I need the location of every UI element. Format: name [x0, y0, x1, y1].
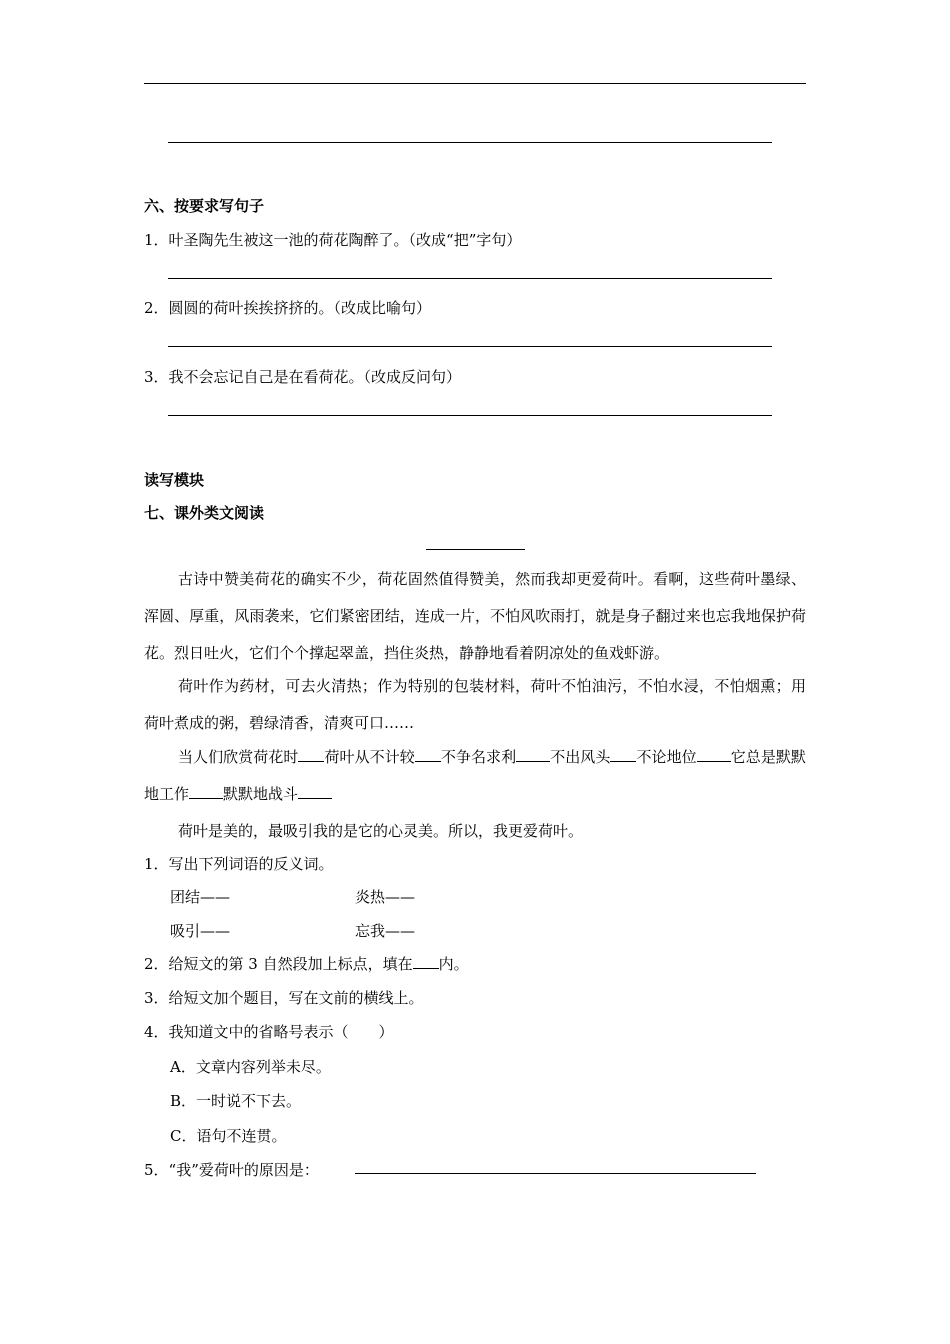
- question-2: [144, 953, 469, 974]
- punctuation-blank[interactable]: [189, 783, 223, 799]
- answer-line[interactable]: [168, 415, 772, 416]
- punctuation-blank[interactable]: [298, 746, 324, 762]
- option-c[interactable]: C．语句不连贯。: [170, 1127, 287, 1145]
- p3-part: 默默地战斗: [223, 785, 299, 803]
- punctuation-blank[interactable]: [516, 746, 550, 762]
- punctuation-blank[interactable]: [610, 746, 636, 762]
- punctuation-blank[interactable]: [298, 783, 332, 799]
- p3-part: 它总是默默地工作: [144, 748, 806, 803]
- top-rule: [144, 83, 806, 84]
- module-title: 读写模块: [144, 471, 205, 489]
- section6-heading: 六、按要求写句子: [144, 197, 265, 215]
- question-4: 4．我知道文中的省略号表示（ ）: [144, 1023, 394, 1041]
- question-2-text: 2．给短文的第 3 自然段加上标点，填在: [144, 955, 413, 973]
- question-5: 5．“我”爱荷叶的原因是：: [144, 1161, 319, 1179]
- answer-line[interactable]: [168, 142, 772, 143]
- passage-paragraph-2: 荷叶作为药材，可去火清热；作为特别的包装材料，荷叶不怕油污，不怕水浸，不怕烟熏；用荷叶煮成的粥，碧绿清香，清爽可口……: [144, 677, 806, 732]
- punctuation-blank[interactable]: [697, 746, 731, 762]
- p3-part: 荷叶从不计较: [324, 748, 415, 766]
- antonym-item: 忘我——: [355, 922, 416, 940]
- section6-question-1: 1．叶圣陶先生被这一池的荷花陶醉了。（改成“把”字句）: [144, 231, 522, 249]
- p3-part: 不争名求利: [440, 748, 517, 766]
- question-3: 3．给短文加个题目，写在文前的横线上。: [144, 989, 424, 1007]
- option-b[interactable]: B．一时说不下去。: [170, 1092, 302, 1110]
- question-2-text-end: 内。: [438, 955, 469, 973]
- section6-question-2: 2．圆圆的荷叶挨挨挤挤的。（改成比喻句）: [144, 299, 432, 317]
- passage-paragraph-1: 古诗中赞美荷花的确实不少，荷花固然值得赞美，然而我却更爱荷叶。看啊，这些荷叶墨绿、浑圆、厚重，风雨袭来，它们紧密团结，连成一片，不怕风吹雨打，就是身子翻过来也忘我地保护荷花。烈日吐火，它们个个撑起翠盖，挡住炎热，静静地看着阴凉处的鱼戏虾游。: [144, 570, 806, 662]
- passage-title-blank[interactable]: [426, 549, 525, 550]
- section7-heading: 七、课外类文阅读: [144, 504, 265, 522]
- antonym-item: 吸引——: [170, 922, 231, 940]
- passage-paragraph-4: 荷叶是美的，最吸引我的是它的心灵美。所以，我更爱荷叶。: [178, 822, 584, 840]
- answer-blank[interactable]: [413, 953, 439, 969]
- question-1: 1．写出下列词语的反义词。: [144, 855, 334, 873]
- p3-part: 不出风头: [550, 748, 611, 766]
- option-a[interactable]: A．文章内容列举未尽。: [170, 1058, 331, 1076]
- punctuation-blank[interactable]: [415, 746, 441, 762]
- answer-line[interactable]: [168, 346, 772, 347]
- section6-question-3: 3．我不会忘记自己是在看荷花。（改成反问句）: [144, 368, 462, 386]
- answer-line[interactable]: [168, 278, 772, 279]
- p3-part: 不论地位: [636, 748, 697, 766]
- passage-paragraph-3: [144, 739, 806, 813]
- p3-part: 当人们欣赏荷花时: [178, 748, 299, 766]
- answer-line[interactable]: [355, 1173, 756, 1174]
- antonym-item: 炎热——: [355, 888, 416, 906]
- antonym-item: 团结——: [170, 888, 231, 906]
